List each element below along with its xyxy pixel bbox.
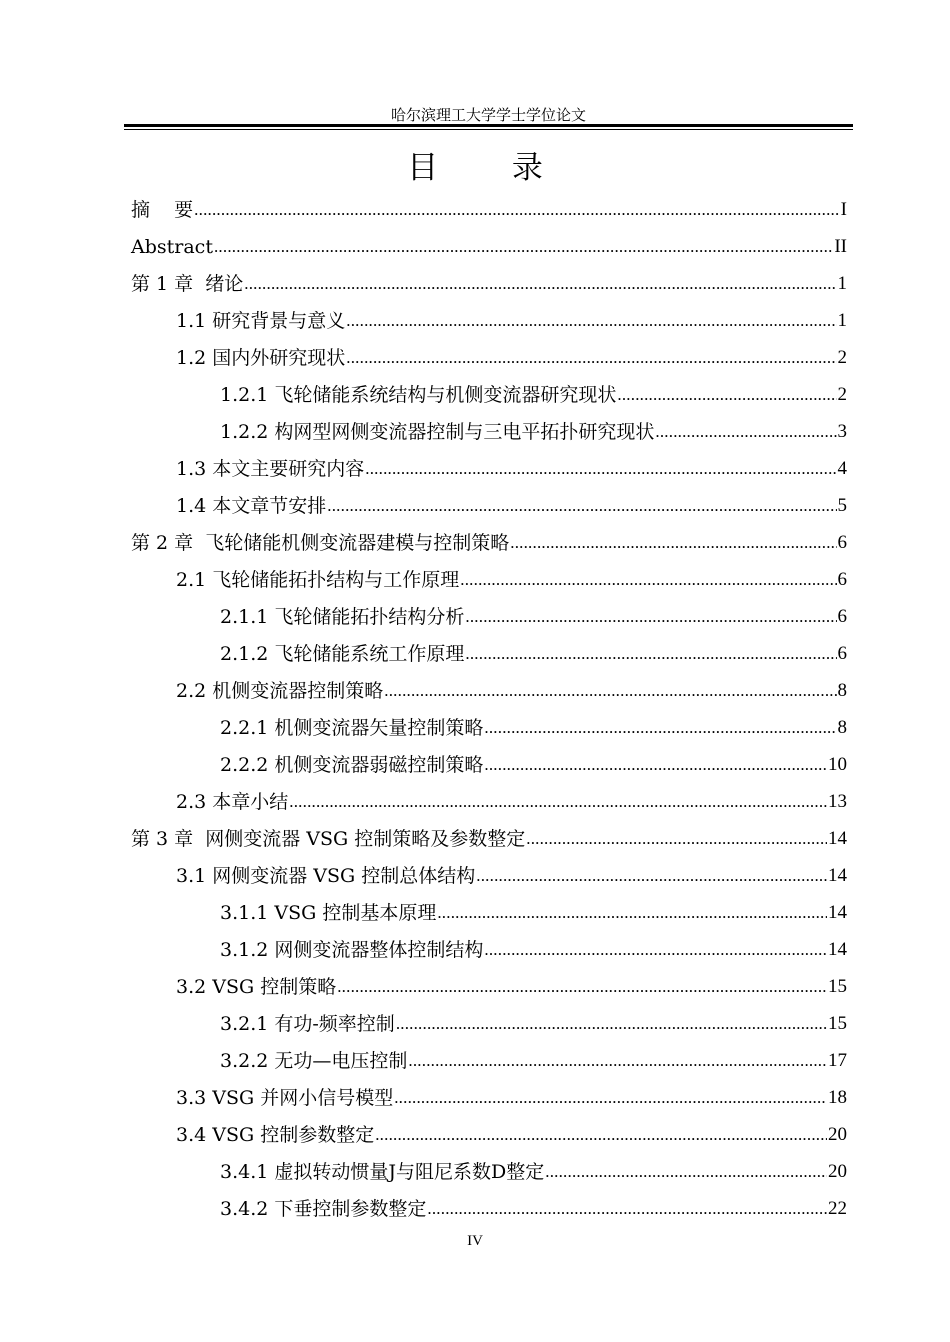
toc-entry[interactable] [131, 932, 847, 969]
toc-entry-label: 3.2.2 无功—电压控制 [220, 1050, 408, 1072]
toc-entry[interactable] [131, 747, 847, 784]
toc-leader-dots [214, 236, 833, 258]
toc-entry[interactable] [131, 192, 847, 229]
toc-leader-dots [526, 828, 827, 850]
toc-entry-label: 第 3 章 网侧变流器 VSG 控制策略及参数整定 [131, 828, 526, 850]
toc-entry-label: 2.2.1 机侧变流器矢量控制策略 [220, 717, 484, 739]
toc-leader-dots [394, 1087, 827, 1109]
toc-leader-dots [327, 495, 836, 517]
toc-entry[interactable] [131, 673, 847, 710]
toc-entry-label: 2.2.2 机侧变流器弱磁控制策略 [220, 754, 484, 776]
toc-entry-page: 2 [837, 384, 847, 405]
toc-leader-dots [337, 976, 827, 998]
toc-entry-page: 4 [837, 458, 847, 479]
toc-entry[interactable] [131, 895, 847, 932]
toc-entry-page: 6 [837, 569, 847, 590]
toc-entry[interactable] [131, 340, 847, 377]
toc-entry-label: 3.3 VSG 并网小信号模型 [176, 1087, 394, 1109]
toc-entry-label: 3.1.2 网侧变流器整体控制结构 [220, 939, 484, 961]
toc-entry[interactable] [131, 821, 847, 858]
toc-leader-dots [655, 421, 836, 443]
toc-entry-label: 3.2 VSG 控制策略 [176, 976, 337, 998]
toc-entry-page: 17 [828, 1050, 847, 1071]
header-rule-thin [124, 129, 853, 130]
toc-entry[interactable] [131, 1006, 847, 1043]
toc-leader-dots [384, 680, 836, 702]
toc-entry-label: 2.3 本章小结 [176, 791, 289, 813]
toc-entry-page: 5 [837, 495, 847, 516]
toc-entry-label: Abstract [131, 236, 213, 258]
toc-entry-page: 15 [828, 976, 847, 997]
toc-entry-label: 2.1.1 飞轮储能拓扑结构分析 [220, 606, 465, 628]
toc-entry-label: 2.1.2 飞轮储能系统工作原理 [220, 643, 465, 665]
toc-entry[interactable] [131, 1117, 847, 1154]
toc-entry-page: 22 [828, 1198, 847, 1219]
toc-leader-dots [617, 384, 836, 406]
toc-entry[interactable] [131, 229, 847, 266]
toc-leader-dots [545, 1161, 827, 1183]
toc-entry-label: 第 2 章 飞轮储能机侧变流器建模与控制策略 [131, 532, 510, 554]
toc-entry-label: 1.2 国内外研究现状 [176, 347, 346, 369]
toc-leader-dots [427, 1198, 827, 1220]
toc-entry-label: 1.3 本文主要研究内容 [176, 458, 365, 480]
toc-leader-dots [365, 458, 836, 480]
toc-entry-page: 14 [828, 902, 847, 923]
toc-entry-label: 3.1 网侧变流器 VSG 控制总体结构 [176, 865, 476, 887]
toc-leader-dots [194, 199, 840, 221]
toc-entry-label: 1.2.1 飞轮储能系统结构与机侧变流器研究现状 [220, 384, 617, 406]
toc-entry[interactable] [131, 784, 847, 821]
toc-entry[interactable] [131, 377, 847, 414]
toc-entry[interactable] [131, 525, 847, 562]
toc-leader-dots [484, 754, 827, 776]
toc-entry-page: 20 [828, 1124, 847, 1145]
toc-entry-page: 6 [837, 606, 847, 627]
toc-entry-page: 2 [837, 347, 847, 368]
toc-entry-label: 1.2.2 构网型网侧变流器控制与三电平拓扑研究现状 [220, 421, 655, 443]
toc-entry-page: 1 [837, 273, 847, 294]
toc-leader-dots [465, 606, 836, 628]
toc-entry-label: 第 1 章 绪论 [131, 273, 244, 295]
toc-entry-label: 3.4 VSG 控制参数整定 [176, 1124, 375, 1146]
toc-leader-dots [346, 310, 836, 332]
toc-leader-dots [375, 1124, 827, 1146]
toc-entry-page: 6 [837, 532, 847, 553]
toc-leader-dots [484, 717, 836, 739]
toc-entry[interactable] [131, 562, 847, 599]
toc-entry-page: 15 [828, 1013, 847, 1034]
toc-leader-dots [289, 791, 827, 813]
toc-entry-page: 13 [828, 791, 847, 812]
toc-entry[interactable] [131, 451, 847, 488]
toc-entry[interactable] [131, 414, 847, 451]
toc-entry-page: II [834, 236, 847, 257]
toc-entry[interactable] [131, 599, 847, 636]
toc-entry-page: 3 [837, 421, 847, 442]
toc-entry-label: 3.2.1 有功-频率控制 [220, 1013, 395, 1035]
page-title: 目 录 [407, 150, 575, 186]
toc-entry[interactable] [131, 636, 847, 673]
toc-entry-page: 8 [837, 717, 847, 738]
toc-entry-page: 8 [837, 680, 847, 701]
toc-entry[interactable] [131, 303, 847, 340]
header-rule-thick [124, 124, 853, 127]
toc-entry-page: 10 [828, 754, 847, 775]
toc-entry-label: 3.4.1 虚拟转动惯量J与阻尼系数D整定 [220, 1161, 545, 1183]
toc-entry[interactable] [131, 1191, 847, 1228]
toc-entry-label: 3.1.1 VSG 控制基本原理 [220, 902, 437, 924]
toc-leader-dots [476, 865, 827, 887]
table-of-contents [131, 192, 847, 1228]
toc-leader-dots [460, 569, 836, 591]
toc-leader-dots [510, 532, 836, 554]
toc-entry[interactable] [131, 266, 847, 303]
toc-leader-dots [465, 643, 836, 665]
toc-leader-dots [244, 273, 836, 295]
toc-entry-label: 2.2 机侧变流器控制策略 [176, 680, 384, 702]
running-header: 哈尔滨理工大学学士学位论文 [390, 108, 586, 124]
toc-leader-dots [396, 1013, 827, 1035]
toc-entry[interactable] [131, 858, 847, 895]
toc-leader-dots [484, 939, 827, 961]
toc-entry[interactable] [131, 969, 847, 1006]
toc-entry-label: 1.1 研究背景与意义 [176, 310, 346, 332]
toc-entry[interactable] [131, 488, 847, 525]
toc-entry-label: 摘 要 [131, 199, 194, 221]
toc-entry[interactable] [131, 1043, 847, 1080]
toc-entry-page: 14 [828, 939, 847, 960]
toc-entry-page: 20 [828, 1161, 847, 1182]
toc-entry[interactable] [131, 1154, 847, 1191]
toc-entry-page: 18 [828, 1087, 847, 1108]
toc-entry-label: 1.4 本文章节安排 [176, 495, 327, 517]
toc-entry-label: 2.1 飞轮储能拓扑结构与工作原理 [176, 569, 460, 591]
toc-entry[interactable] [131, 1080, 847, 1117]
toc-entry-page: 6 [837, 643, 847, 664]
toc-leader-dots [346, 347, 836, 369]
toc-entry[interactable] [131, 710, 847, 747]
toc-leader-dots [408, 1050, 827, 1072]
toc-entry-label: 3.4.2 下垂控制参数整定 [220, 1198, 427, 1220]
page-number: IV [467, 1233, 483, 1249]
toc-entry-page: I [840, 199, 847, 220]
toc-leader-dots [437, 902, 827, 924]
toc-entry-page: 14 [828, 865, 847, 886]
toc-entry-page: 1 [837, 310, 847, 331]
toc-entry-page: 14 [828, 828, 847, 849]
